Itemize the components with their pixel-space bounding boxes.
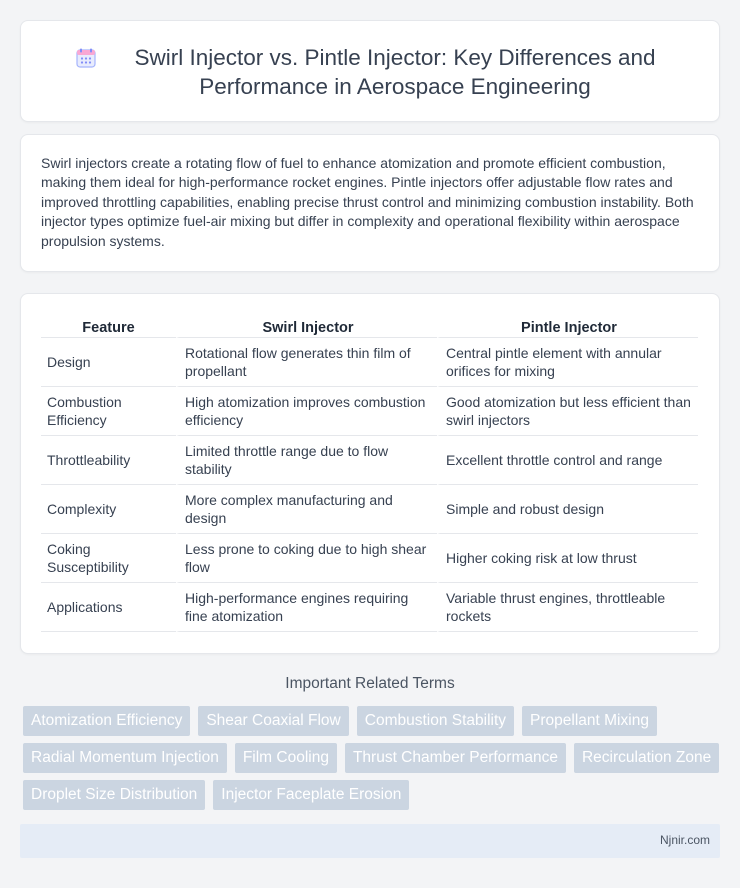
related-term-tag[interactable]: Injector Faceplate Erosion — [213, 780, 409, 810]
feature-cell: Applications — [41, 583, 176, 632]
feature-cell: Combustion Efficiency — [41, 387, 176, 436]
related-term-tag[interactable]: Thrust Chamber Performance — [345, 743, 566, 773]
pintle-cell: Higher coking risk at low thrust — [437, 534, 698, 583]
title-card — [20, 20, 720, 122]
footer-site-link[interactable]: Njnir.com — [659, 833, 710, 847]
pintle-cell: Excellent throttle control and range — [437, 436, 698, 485]
table-row — [41, 485, 698, 534]
pintle-cell: Central pintle element with annular orifices for mixing — [437, 338, 698, 387]
comparison-card — [20, 293, 720, 654]
feature-cell: Throttleability — [41, 436, 176, 485]
header-pintle-injector: Pintle Injector — [437, 316, 698, 338]
related-term-tag[interactable]: Radial Momentum Injection — [23, 743, 227, 773]
feature-cell: Design — [41, 338, 176, 387]
table-row — [41, 534, 698, 583]
table-row — [41, 583, 698, 632]
table-row — [41, 338, 698, 387]
swirl-cell: Limited throttle range due to flow stability — [176, 436, 437, 485]
pintle-cell: Good atomization but less efficient than swirl injectors — [437, 387, 698, 436]
header-feature: Feature — [41, 316, 176, 338]
related-terms-list — [23, 706, 723, 810]
related-term-tag[interactable]: Shear Coaxial Flow — [198, 706, 348, 736]
comparison-table — [41, 316, 698, 632]
pintle-cell: Simple and robust design — [437, 485, 698, 534]
pintle-cell: Variable thrust engines, throttleable rockets — [437, 583, 698, 632]
table-row — [41, 387, 698, 436]
related-terms-heading: Important Related Terms — [285, 675, 455, 692]
swirl-cell: High atomization improves combustion efficiency — [176, 387, 437, 436]
intro-card — [20, 134, 720, 272]
footer-bar — [20, 824, 720, 858]
swirl-cell: High-performance engines requiring fine atomization — [176, 583, 437, 632]
swirl-cell: Less prone to coking due to high shear flow — [176, 534, 437, 583]
related-term-tag[interactable]: Atomization Efficiency — [23, 706, 190, 736]
related-term-tag[interactable]: Propellant Mixing — [522, 706, 657, 736]
table-row — [41, 436, 698, 485]
related-term-tag[interactable]: Combustion Stability — [357, 706, 514, 736]
page-title: Swirl Injector vs. Pintle Injector: Key Differences and Performance in Aerospace Engineering — [134, 45, 656, 99]
intro-paragraph: Swirl injectors create a rotating flow of fuel to enhance atomization and promote efficient combustion, making them ideal for high-performance rocket engines. Pintle injectors offer adjustable flow rates and improved throttling capabilities, enabling precise thrust control and minimizing combustion instability. Both injector types optimize fuel-air mixing but differ in complexity and operational flexibility within aerospace propulsion systems. — [41, 155, 694, 249]
related-term-tag[interactable]: Droplet Size Distribution — [23, 780, 205, 810]
swirl-cell: Rotational flow generates thin film of propellant — [176, 338, 437, 387]
feature-cell: Complexity — [41, 485, 176, 534]
header-swirl-injector: Swirl Injector — [176, 316, 437, 338]
swirl-cell: More complex manufacturing and design — [176, 485, 437, 534]
related-term-tag[interactable]: Film Cooling — [235, 743, 337, 773]
table-header-row — [41, 316, 698, 338]
related-term-tag[interactable]: Recirculation Zone — [574, 743, 719, 773]
feature-cell: Coking Susceptibility — [41, 534, 176, 583]
